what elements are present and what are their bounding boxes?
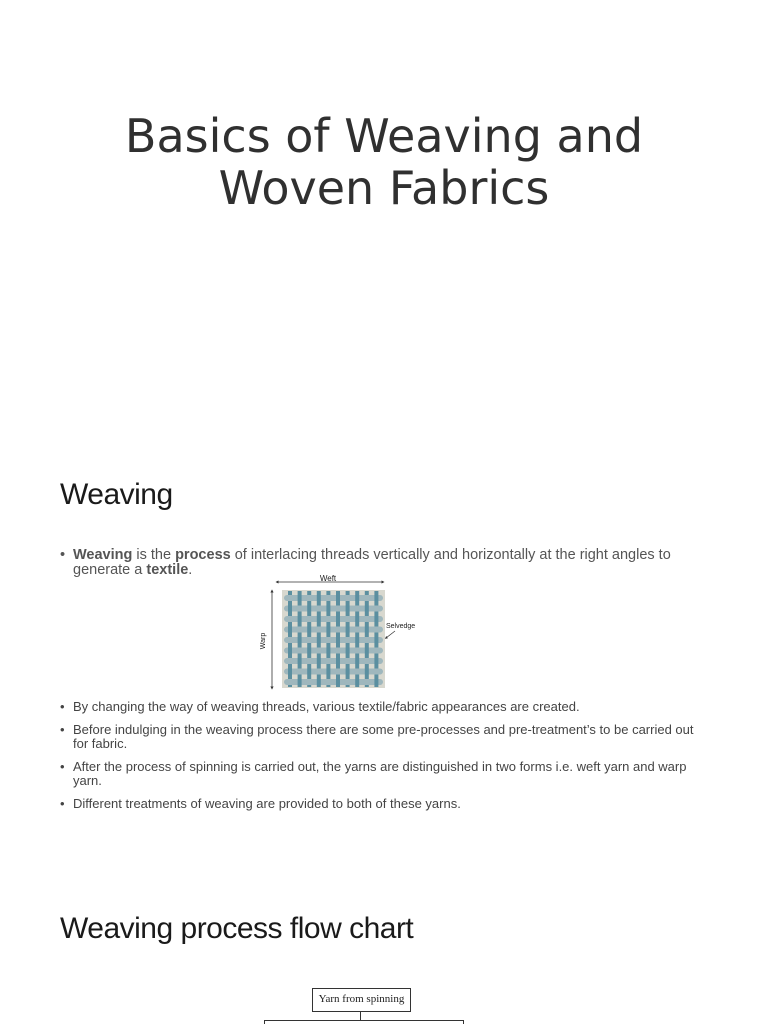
bullet-item-3 — [60, 760, 710, 788]
weft-crossing — [373, 627, 379, 633]
bullet-marker: • — [60, 547, 66, 563]
weft-crossing — [364, 679, 370, 685]
bullet-text: By changing the way of weaving threads, various textile/fabric appearances are created. — [73, 699, 580, 714]
text-run: is the — [132, 547, 176, 563]
selvedge-pointer — [386, 631, 395, 638]
bullet-item-2 — [60, 723, 710, 751]
bullet-marker: • — [60, 759, 65, 774]
weft-crossing — [306, 616, 312, 622]
title-slide — [0, 0, 768, 420]
weft-crossing — [354, 606, 360, 612]
bullet-marker: • — [60, 699, 65, 714]
weft-crossing — [316, 648, 322, 654]
weft-crossing — [306, 679, 312, 685]
weft-crossing — [297, 606, 303, 612]
bullet-text: After the process of spinning is carried out, the yarns are distinguished in two forms i.e. weft yarn and warp yarn. — [73, 759, 687, 788]
weft-crossing — [325, 616, 331, 622]
text-run: generate a — [73, 562, 147, 578]
weft-crossing — [325, 595, 331, 601]
title-line-2: Woven Fabrics — [218, 161, 550, 215]
weft-crossing — [345, 637, 351, 643]
slide-heading: Weaving process flow chart — [60, 912, 414, 945]
weft-crossing — [373, 648, 379, 654]
title-line-1: Basics of Weaving and — [124, 109, 644, 163]
weft-crossing — [354, 627, 360, 633]
weft-crossing — [335, 606, 341, 612]
weft-crossing — [316, 606, 322, 612]
bullet-item-4 — [60, 797, 710, 811]
flow-box-yarn-from-spinning: Yarn from spinning — [312, 988, 411, 1012]
weft-crossing — [297, 648, 303, 654]
text-run: of interlacing threads vertically and horizontally at the right angles to — [230, 547, 671, 563]
weft-crossing — [364, 637, 370, 643]
weave-diagram — [255, 575, 420, 695]
weft-crossing — [287, 637, 293, 643]
weaving-slide — [0, 440, 768, 860]
bullet-marker: • — [60, 722, 65, 737]
weft-crossing — [297, 669, 303, 675]
weft-crossing — [373, 606, 379, 612]
weft-crossing — [287, 595, 293, 601]
weft-crossing — [325, 658, 331, 664]
weft-crossing — [354, 648, 360, 654]
weft-crossing — [345, 595, 351, 601]
weft-label: Weft — [319, 575, 337, 583]
weft-crossing — [306, 658, 312, 664]
weft-crossing — [364, 595, 370, 601]
weft-crossing — [306, 637, 312, 643]
weft-crossing — [345, 616, 351, 622]
bold-term: Weaving — [73, 547, 133, 563]
bullet-text: Different treatments of weaving are provided to both of these yarns. — [73, 796, 461, 811]
bullet-item-1 — [60, 700, 710, 714]
weft-crossing — [373, 669, 379, 675]
weft-crossing — [287, 616, 293, 622]
slide-heading: Weaving — [60, 478, 173, 511]
weft-crossing — [345, 679, 351, 685]
weft-crossing — [287, 679, 293, 685]
weft-crossing — [345, 658, 351, 664]
bullet-weaving-definition — [60, 548, 710, 578]
weft-crossing — [297, 627, 303, 633]
text-run: . — [188, 562, 193, 578]
presentation-title — [0, 110, 768, 214]
bullet-text — [73, 548, 710, 578]
weft-crossing — [364, 616, 370, 622]
weft-crossing — [306, 595, 312, 601]
bold-term: process — [175, 547, 231, 563]
weft-crossing — [364, 658, 370, 664]
bullet-text: Before indulging in the weaving process there are some pre-processes and pre-treatment’s to be carried out for fabric. — [73, 722, 694, 751]
weft-crossing — [354, 669, 360, 675]
bold-term: textile — [146, 562, 189, 578]
warp-label: Warp — [260, 632, 267, 650]
weft-crossing — [335, 669, 341, 675]
flow-box-next — [264, 1020, 464, 1024]
weft-crossing — [335, 648, 341, 654]
weft-crossing — [325, 679, 331, 685]
weft-crossing — [325, 637, 331, 643]
flow-chart-slide — [0, 870, 768, 1024]
weft-crossing — [287, 658, 293, 664]
bullet-marker: • — [60, 796, 65, 811]
selvedge-label: Selvedge — [386, 623, 416, 630]
weft-crossing — [316, 669, 322, 675]
weft-crossing — [316, 627, 322, 633]
weft-crossing — [335, 627, 341, 633]
